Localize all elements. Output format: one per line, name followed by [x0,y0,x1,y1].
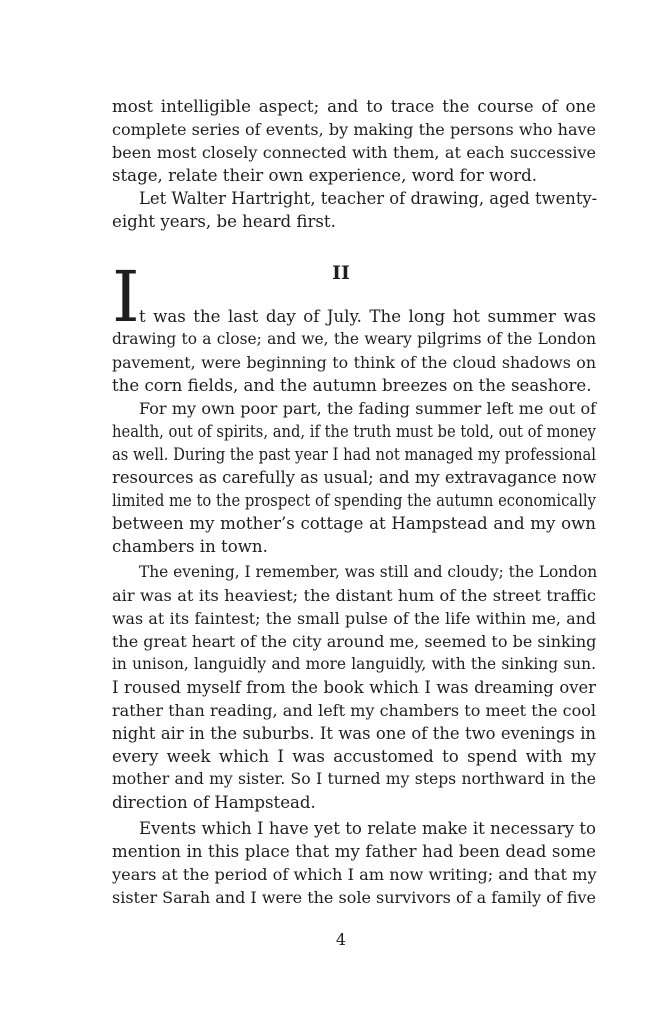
text-line: the corn fields, and the autumn breezes on the seashore. [112,376,592,395]
drop-cap: I [112,256,140,338]
text-line [112,489,596,512]
text-line: every week which I was accustomed to spend with my [112,747,596,766]
text-line: rather than reading, and left my chambers to meet the cool [112,701,596,720]
text-line: drawing to a close; and we, the weary pilgrims of the London [112,330,596,348]
text-line: stage, relate their own experience, word for word. [112,166,538,185]
page-number: 4 [335,930,347,949]
text-line: in unison, languidly and more languidly, with the sinking sun. [112,655,596,673]
text-line: mother and my sister. So I turned my steps northward in the [112,770,596,788]
text-line: resources as carefully as usual; and my extravagance now [112,468,597,487]
text-line: The evening, I remember, was still and cloudy; the London [139,563,598,581]
text-line: t was the last day of July. The long hot summer was [139,307,596,326]
text-line: was at its faintest; the small pulse of the life within me, and [112,609,596,628]
text-line: night air in the suburbs. It was one of the two evenings in [112,724,596,743]
text-line: I roused myself from the book which I was dreaming over [112,678,596,697]
text-line: direction of Hampstead. [112,793,316,812]
text-line: years at the period of which I am now writing; and that my [112,865,597,884]
text-line [112,420,596,443]
text-line: the great heart of the city around me, seemed to be sinking [112,632,597,651]
text-line: most intelligible aspect; and to trace the course of one [112,97,596,116]
text-line: Events which I have yet to relate make it necessary to [139,819,596,838]
text-line: complete series of events, by making the persons who have [112,120,596,139]
text-line: chambers in town. [112,537,268,556]
condensed-text: as well. During the past year I had not managed my professional [112,445,596,464]
text-line: sister Sarah and I were the sole survivors of a family of five [112,888,597,907]
text-line: been most closely connected with them, at each successive [112,143,596,162]
text-line [112,443,596,466]
chapter-heading: II [332,262,350,284]
text-line: air was at its heaviest; the distant hum of the street traffic [112,586,596,605]
condensed-text: limited me to the prospect of spending the autumn economically [112,491,596,510]
text-line: between my mother’s cottage at Hampstead and my own [112,514,596,533]
text-line: Let Walter Hartright, teacher of drawing, aged twenty- [139,189,598,208]
condensed-text: health, out of spirits, and, if the truth must be told, out of money [112,422,596,441]
text-line: mention in this place that my father had been dead some [112,842,596,861]
text-line: pavement, were beginning to think of the cloud shadows on [112,353,596,372]
text-line: For my own poor part, the fading summer left me out of [139,399,596,418]
text-line: eight years, be heard first. [112,212,336,231]
